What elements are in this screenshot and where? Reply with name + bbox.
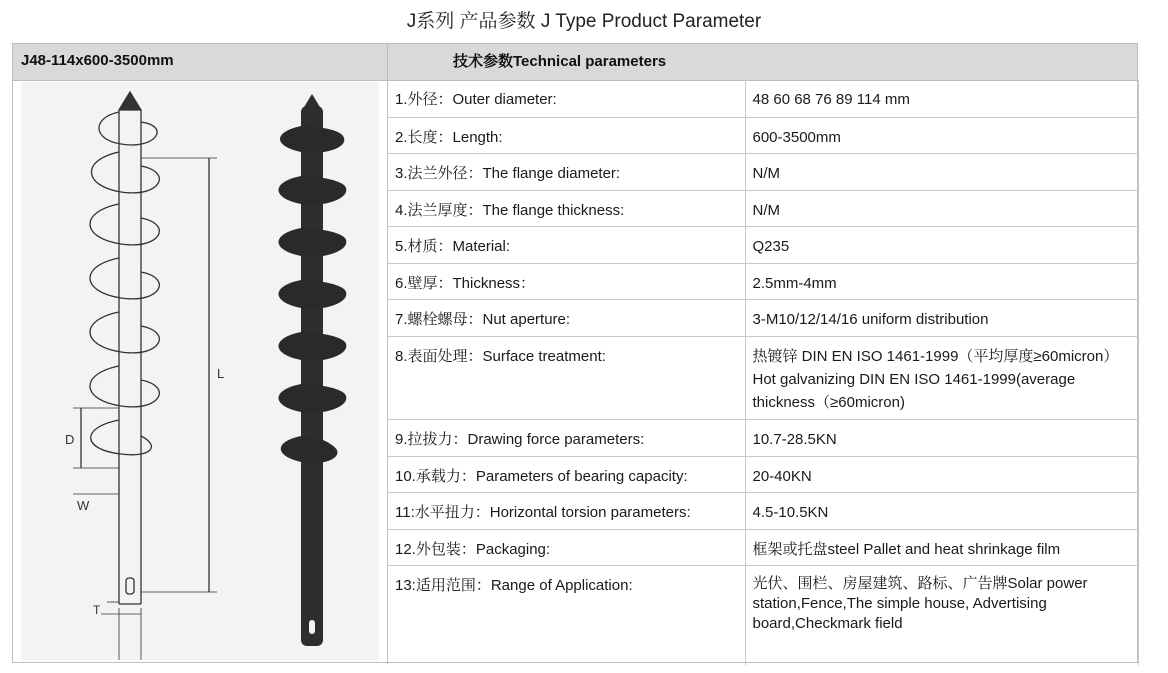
parameters-table [388,80,1139,665]
parameter-row [388,565,1138,665]
parameter-value: 2.5mm-4mm [745,263,1138,299]
parameter-row [388,299,1138,336]
parameter-label: 2.长度：Length: [388,117,745,153]
width-dimension-label: W [77,498,90,513]
parameter-label: 13:适用范围：Range of Application: [388,565,745,665]
parameter-label: 9.拉拔力：Drawing force parameters: [388,419,745,456]
length-dimension-label: L [217,366,225,381]
parameter-label: 6.壁厚：Thickness： [388,263,745,299]
parameter-label: 8.表面处理：Surface treatment: [388,336,745,419]
parameter-row [388,190,1138,226]
parameter-row [388,456,1138,492]
parameter-value: 600-3500mm [745,117,1138,153]
parameter-row [388,153,1138,190]
parameter-row [388,117,1138,153]
parameter-row [388,226,1138,263]
parameter-value: 48 60 68 76 89 114 mm [745,80,1138,117]
model-label: J48-114x600-3500mm [21,52,174,69]
pitch-dimension-label: D [65,432,75,447]
parameter-label: 12.外包装：Packaging: [388,529,745,565]
product-image-panel [21,82,379,660]
parameter-value: Q235 [745,226,1138,263]
parameter-label: 3.法兰外径：The flange diameter: [388,153,745,190]
parameter-row [388,263,1138,299]
product-silhouette [279,94,347,646]
parameter-row [388,419,1138,456]
technical-parameters-heading: 技术参数Technical parameters [453,53,667,70]
parameter-value: N/M [745,190,1138,226]
parameter-label: 1.外径：Outer diameter: [388,80,745,117]
parameter-value: 4.5-10.5KN [745,492,1138,529]
parameter-label: 10.承载力：Parameters of bearing capacity: [388,456,745,492]
page-title: J系列 产品参数 J Type Product Parameter [406,11,762,32]
parameter-value: 10.7-28.5KN [745,419,1138,456]
parameter-value: 热镀锌 DIN EN ISO 1461-1999（平均厚度≥60micron）Hot galvanizing DIN EN ISO 1461-1999(average thickness（≥60micron) [745,336,1138,419]
parameter-value: 框架或托盘steel Pallet and heat shrinkage film [745,529,1138,565]
parameter-value: 3-M10/12/14/16 uniform distribution [745,299,1138,336]
parameter-value: 光伏、围栏、房屋建筑、路标、广告牌Solar power station,Fence,The simple house, Advertising board,Checkmark field [745,565,1138,665]
technical-line-drawing [73,92,217,660]
parameter-label: 5.材质：Material: [388,226,745,263]
parameter-label: 4.法兰厚度：The flange thickness: [388,190,745,226]
parameter-row [388,336,1138,419]
ground-screw-drawing [21,82,379,660]
parameter-row [388,492,1138,529]
parameter-row [388,80,1138,117]
header-row [13,44,1137,81]
parameter-row [388,529,1138,565]
spec-sheet [12,43,1138,663]
parameter-label: 7.螺栓螺母：Nut aperture: [388,299,745,336]
parameter-value: 20-40KN [745,456,1138,492]
parameter-label: 11:水平扭力：Horizontal torsion parameters: [388,492,745,529]
parameter-value: N/M [745,153,1138,190]
thickness-dimension-label: T [93,603,101,617]
